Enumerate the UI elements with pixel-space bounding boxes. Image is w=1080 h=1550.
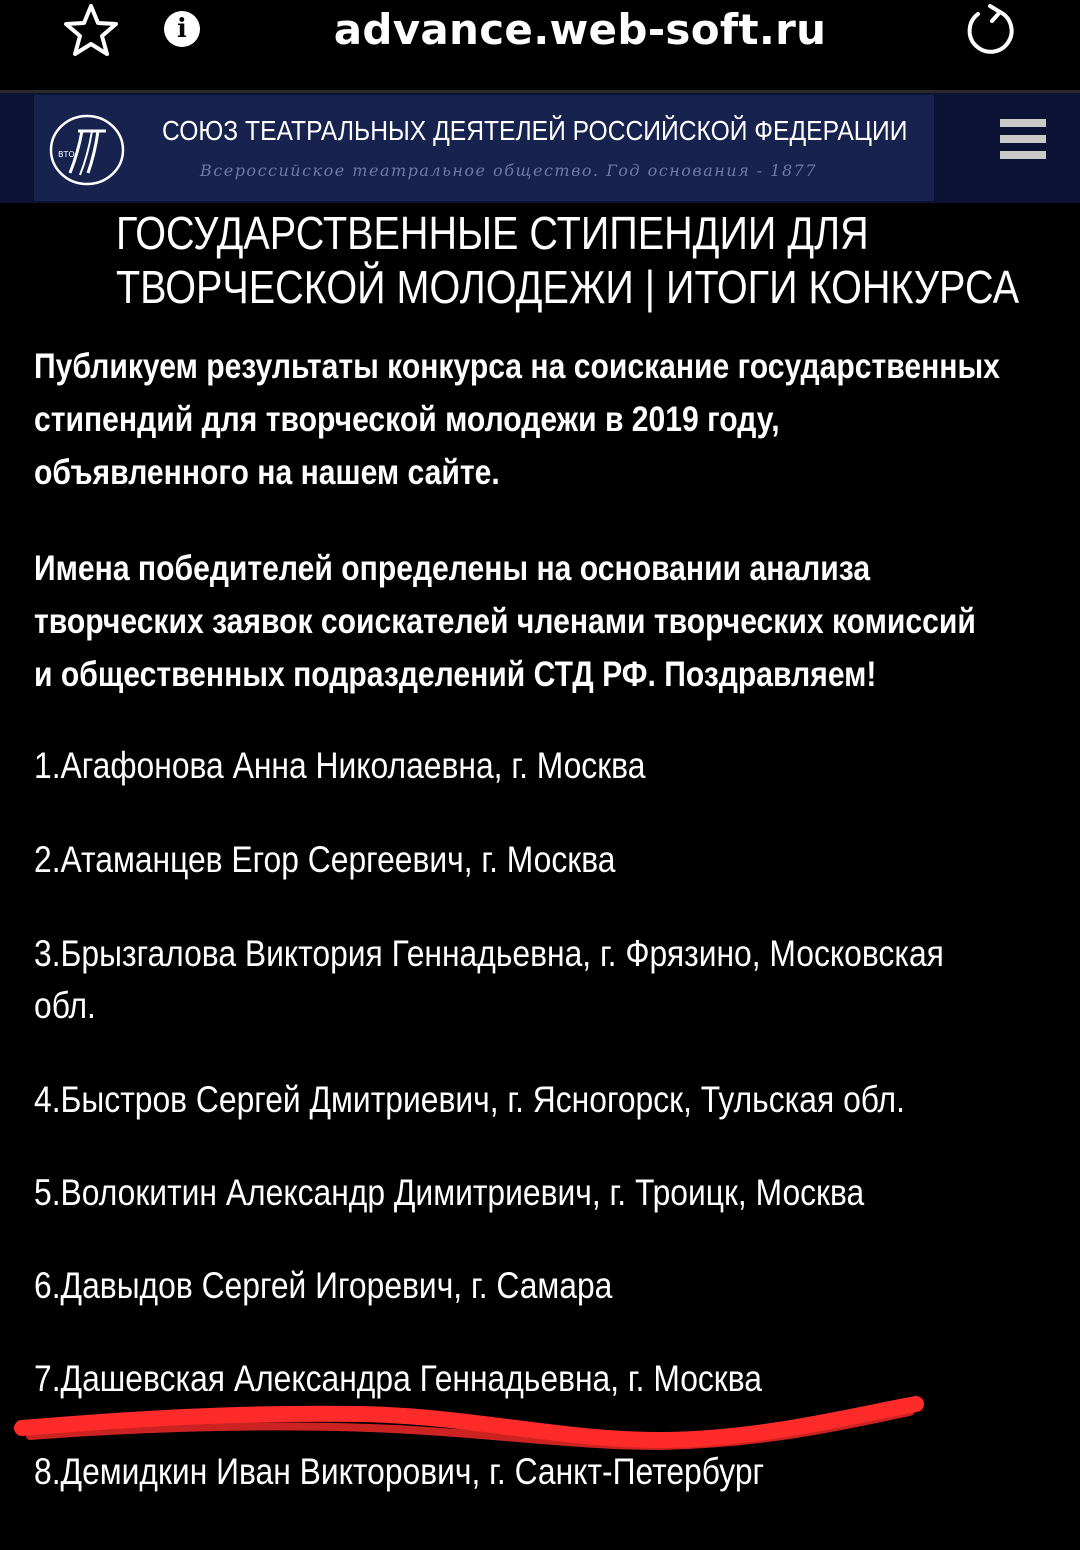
winner-item <box>34 834 615 886</box>
winner-text: 1.Агафонова Анна Николаевна, г. Москва <box>34 745 646 786</box>
page-title-line: ТВОРЧЕСКОЙ МОЛОДЕЖИ | ИТОГИ КОНКУРСА <box>116 261 1020 313</box>
intro-paragraph <box>34 340 1023 499</box>
star-outline-icon[interactable] <box>62 2 120 60</box>
winner-item <box>34 740 645 792</box>
winner-text: 4.Быстров Сергей Дмитриевич, г. Ясногорск, Тульская обл. <box>34 1079 905 1120</box>
winner-text: 6.Давыдов Сергей Игоревич, г. Самара <box>34 1265 613 1306</box>
hamburger-menu-icon[interactable] <box>1000 119 1048 163</box>
reload-icon[interactable] <box>962 2 1018 58</box>
site-header <box>0 93 1080 203</box>
winner-item <box>34 1167 864 1219</box>
winner-text: 3.Брызгалова Виктория Геннадьевна, г. Фрязино, Московская <box>34 933 944 974</box>
winner-item <box>34 1260 612 1312</box>
intro-line: объявленного на нашем сайте. <box>34 453 500 492</box>
org-name: СОЮЗ ТЕАТРАЛЬНЫХ ДЕЯТЕЛЕЙ РОССИЙСКОЙ ФЕДЕРАЦИИ <box>162 115 908 146</box>
browser-toolbar <box>0 0 1080 90</box>
winner-text: 7.Дашевская Александра Геннадьевна, г. Москва <box>34 1358 762 1399</box>
info-icon[interactable]: i <box>164 11 200 47</box>
page-title-line: ГОСУДАРСТВЕННЫЕ СТИПЕНДИИ ДЛЯ <box>116 207 869 259</box>
address-bar-url[interactable]: advance.web-soft.ru <box>333 5 827 54</box>
page-title <box>116 206 1020 314</box>
logo-caption: ВТО <box>58 150 75 159</box>
jury-line: и общественных подразделений СТД РФ. Поздравляем! <box>34 655 877 694</box>
winner-item <box>34 928 944 1032</box>
jury-paragraph <box>34 542 1023 701</box>
intro-line: стипендий для творческой молодежи в 2019 году, <box>34 400 780 439</box>
org-subtitle: Всероссийское театральное общество. Год основания - 1877 <box>200 161 817 180</box>
jury-line: творческих заявок соискателей членами творческих комиссий <box>34 602 976 641</box>
winner-item <box>34 1074 905 1126</box>
winner-item-highlighted <box>34 1353 762 1405</box>
winner-text-continued: обл. <box>34 985 96 1026</box>
site-brand[interactable] <box>34 95 934 201</box>
winner-text: 2.Атаманцев Егор Сергеевич, г. Москва <box>34 839 616 880</box>
winner-text: 8.Демидкин Иван Викторович, г. Санкт-Петербург <box>34 1451 765 1492</box>
winner-text: 5.Волокитин Александр Димитриевич, г. Троицк, Москва <box>34 1172 865 1213</box>
intro-line: Публикуем результаты конкурса на соискание государственных <box>34 347 1000 386</box>
winner-item <box>34 1446 764 1498</box>
stdrf-logo-icon <box>48 111 126 189</box>
jury-line: Имена победителей определены на основании анализа <box>34 549 871 588</box>
